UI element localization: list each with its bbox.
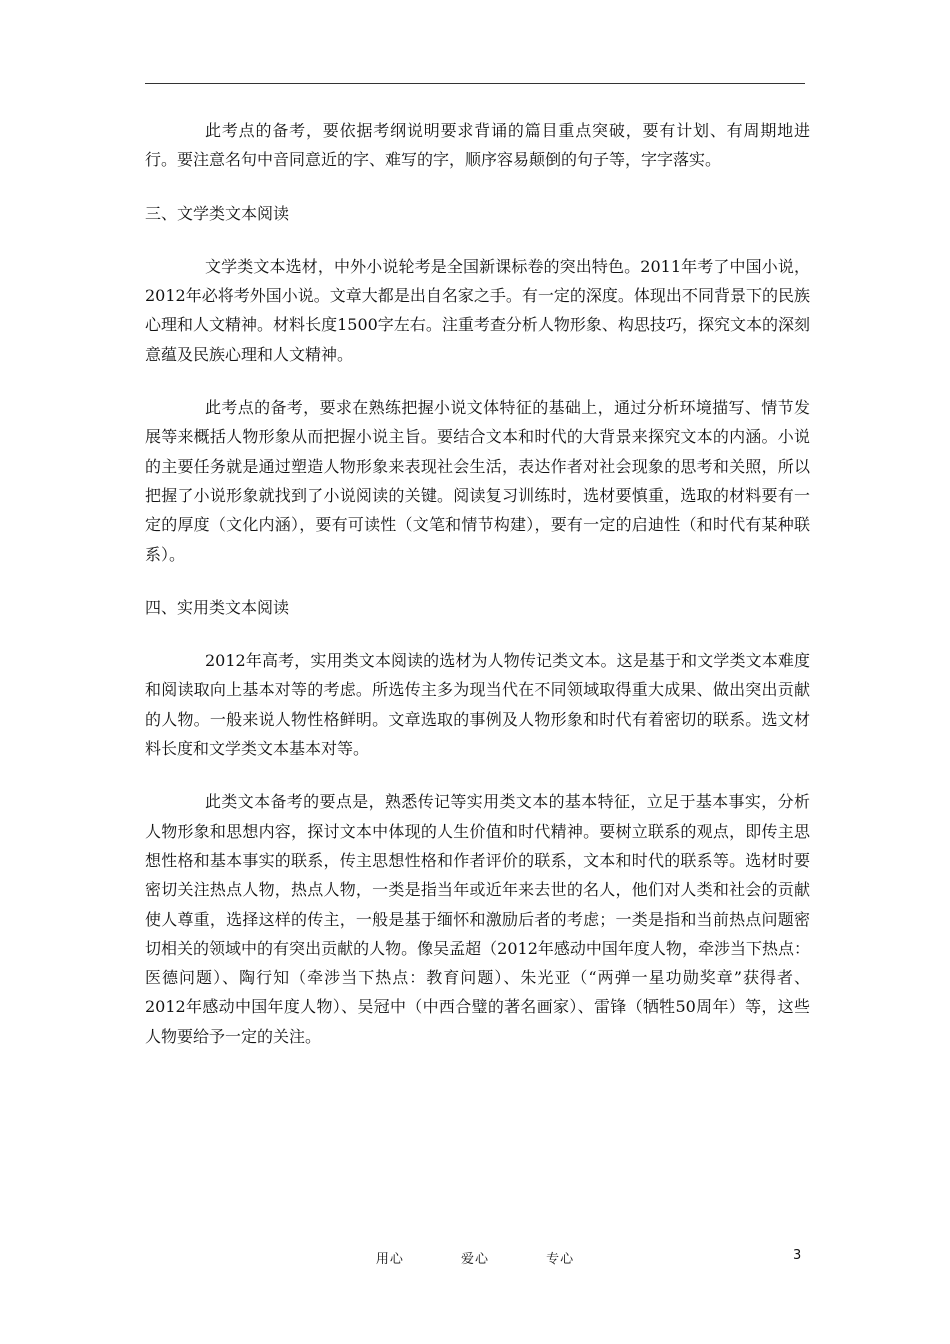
paragraph-practical-prep: 此类文本备考的要点是，熟悉传记等实用类文本的基本特征，立足于基本事实，分析人物形象和思想内容，探讨文本中体现的人生价值和时代精神。要树立联系的观点，即传主思想性格和基本事实的联系，传主思想性格和作者评价的联系，文本和时代的联系等。选材时要密切关注热点人物，热点人物，一类是指当年或近年来去世的名人，他们对人类和社会的贡献使人尊重，选择这样的传主，一般是基于缅怀和激励后者的考虑；一类是指和当前热点问题密切相关的领域中的有突出贡献的人物。像吴孟超（2012年感动中国年度人物，牵涉当下热点：医德问题）、陶行知（牵涉当下热点：教育问题）、朱光亚（“两弹一星功勋奖章”获得者、2012年感动中国年度人物）、吴冠中（中西合璧的著名画家）、雷锋（牺牲50周年）等，这些人物要给予一定的关注。 bbox=[145, 792, 810, 1046]
section-heading-practical-reading: 四、实用类文本阅读 bbox=[145, 597, 290, 617]
footer-word-3: 专心 bbox=[546, 1252, 575, 1267]
paragraph-literary-prep: 此考点的备考，要求在熟练把握小说文体特征的基础上，通过分析环境描写、情节发展等来概括人物形象从而把握小说主旨。要结合文本和时代的大背景来探究文本的内涵。小说的主要任务就是通过塑造人物形象来表现社会生活，表达作者对社会现象的思考和关照，所以把握了小说形象就找到了小说阅读的关键。阅读复习训练时，选材要慎重，选取的材料要有一定的厚度（文化内涵），要有可读性（文笔和情节构建），要有一定的启迪性（和时代有某种联系）。 bbox=[145, 398, 810, 564]
document-body bbox=[145, 116, 810, 1075]
footer-word-2: 爱心 bbox=[460, 1252, 489, 1267]
footer-word-1: 用心 bbox=[375, 1252, 404, 1267]
paragraph-practical-selection: 2012年高考，实用类文本阅读的选材为人物传记类文本。这是基于和文学类文本难度和阅读取向上基本对等的考虑。所选传主多为现当代在不同领域取得重大成果、做出突出贡献的人物。一般来说人物性格鲜明。文章选取的事例及人物形象和时代有着密切的联系。选文材料长度和文学类文本基本对等。 bbox=[145, 651, 810, 759]
header-rule bbox=[145, 83, 805, 84]
page-number: 3 bbox=[793, 1248, 802, 1263]
paragraph-literary-selection: 文学类文本选材，中外小说轮考是全国新课标卷的突出特色。2011年考了中国小说，2012年必将考外国小说。文章大都是出自名家之手。有一定的深度。体现出不同背景下的民族心理和人文精神。材料长度1500字左右。注重考查分析人物形象、构思技巧，探究文本的深刻意蕴及民族心理和人文精神。 bbox=[145, 256, 810, 364]
section-heading-literary-reading: 三、文学类文本阅读 bbox=[145, 203, 290, 223]
page-footer bbox=[0, 1248, 950, 1267]
paragraph-recitation-prep: 此考点的备考，要依据考纲说明要求背诵的篇目重点突破，要有计划、有周期地进行。要注意名句中音同意近的字、难写的字，顺序容易颠倒的句子等，字字落实。 bbox=[145, 121, 810, 170]
